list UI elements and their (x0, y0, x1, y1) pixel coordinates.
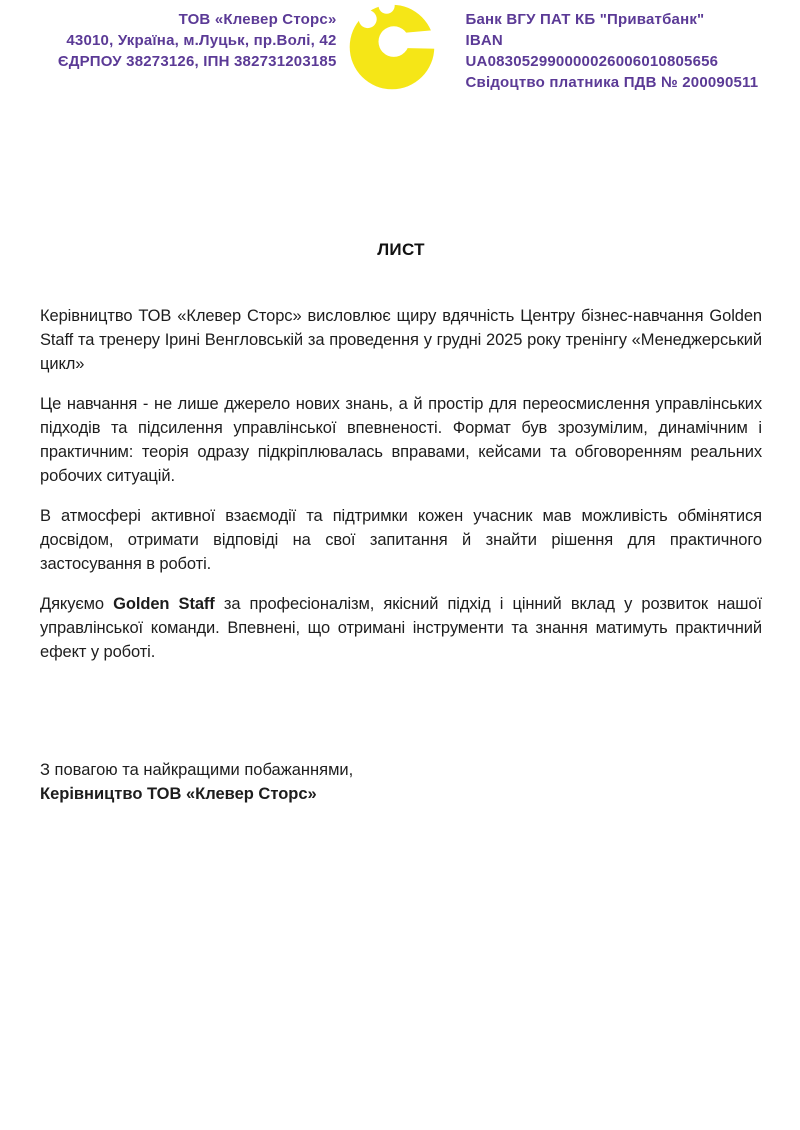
paragraph-gratitude: Керівництво ТОВ «Клевер Сторс» висловлює щиру вдячність Центру бізнес-навчання Golden Staff та тренеру Ірині Венгловській за проведення у грудні 2025 року тренінгу «Менеджерський цикл» (40, 307, 762, 373)
company-registration: ЄДРПОУ 38273126, ІПН 382731203185 (57, 53, 337, 70)
thanks-prefix: Дякуємо (40, 595, 114, 613)
company-name: ТОВ «Клевер Сторс» (178, 11, 337, 28)
bank-details (464, 9, 763, 93)
vat-certificate: Свідоцтво платника ПДВ № 200090511 (465, 74, 759, 91)
letterhead (0, 0, 800, 96)
bank-iban: IBAN UA083052990000026006010805656 (465, 32, 719, 70)
company-details (40, 9, 339, 72)
bank-name: Банк ВГУ ПАТ КБ "Приватбанк" (465, 11, 705, 28)
paragraph-thanks (40, 592, 762, 664)
letter-body (0, 238, 800, 806)
closing-signatory: Керівництво ТОВ «Клевер Сторс» (40, 785, 317, 803)
paragraph-training-format: Це навчання - не лише джерело нових знань, а й простір для переосмислення управлінських підходів та підсилення управлінської впевненості. Формат був зрозумілим, динамічним і практичним: теорія одразу підкріплювалась вправами, кейсами та обговоренням реальних робочих ситуацій. (40, 395, 762, 485)
company-address: 43010, Україна, м.Луцьк, пр.Волі, 42 (66, 32, 337, 49)
thanks-bold-golden-staff: Golden Staff (113, 595, 215, 613)
signature-block (40, 758, 762, 806)
company-logo-icon (347, 2, 437, 92)
thanks-suffix: за професіоналізм, якісний підхід і цінний вклад у розвиток нашої управлінської команди. Впевнені, що отримані інструменти та знання матимуть практичний ефект у роботі. (40, 595, 762, 661)
letter-title: ЛИСТ (377, 240, 425, 259)
paragraph-atmosphere: В атмосфері активної взаємодії та підтримки кожен учасник мав можливість обмінятися досвідом, отримати відповіді на свої запитання й знайти рішення для практичного застосування в роботі. (40, 507, 762, 573)
closing-regards: З повагою та найкращими побажаннями, (40, 761, 354, 779)
